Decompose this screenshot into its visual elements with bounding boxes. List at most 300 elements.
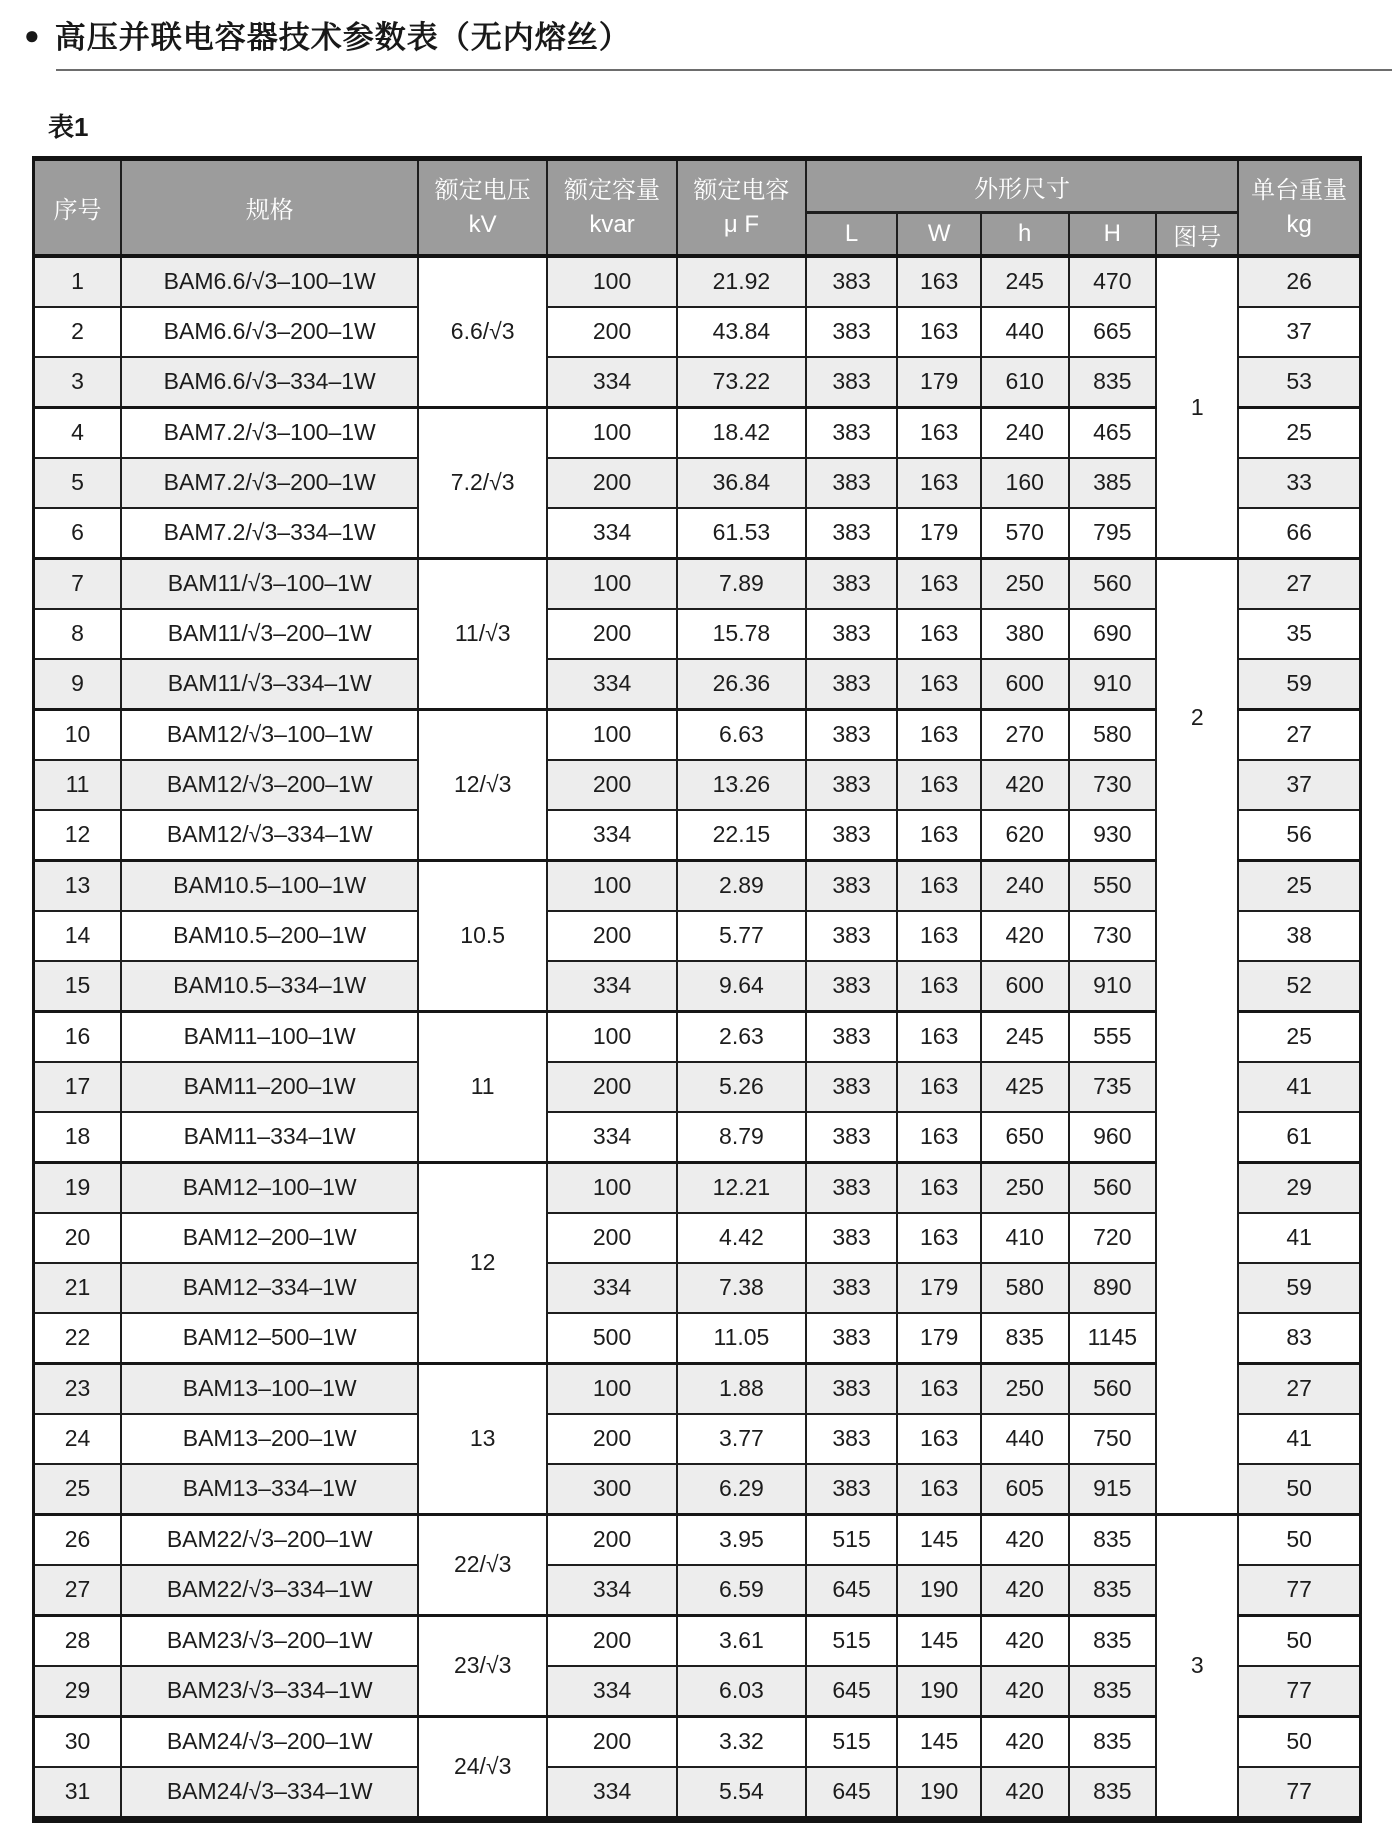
kvar-cell: 334 <box>547 1767 677 1820</box>
kvar-cell: 100 <box>547 1364 677 1415</box>
dim-l-cell: 383 <box>806 861 898 912</box>
dim-l-cell: 383 <box>806 609 898 659</box>
dim-h-big-cell: 550 <box>1069 861 1157 912</box>
dim-w-cell: 190 <box>897 1666 981 1717</box>
spec-cell: BAM12–200–1W <box>121 1213 418 1263</box>
weight-cell: 53 <box>1238 357 1360 408</box>
weight-cell: 50 <box>1238 1616 1360 1667</box>
dim-h-small-cell: 420 <box>981 1515 1069 1566</box>
uf-cell: 21.92 <box>677 256 806 307</box>
spec-cell: BAM11/√3–200–1W <box>121 609 418 659</box>
dim-h-small-cell: 250 <box>981 559 1069 610</box>
seq-cell: 22 <box>34 1313 122 1364</box>
uf-cell: 3.32 <box>677 1717 806 1768</box>
dim-h-small-cell: 420 <box>981 760 1069 810</box>
seq-cell: 6 <box>34 508 122 559</box>
uf-cell: 11.05 <box>677 1313 806 1364</box>
dim-l-cell: 383 <box>806 1213 898 1263</box>
dim-h-small-cell: 440 <box>981 1414 1069 1464</box>
header-capacity-unit: kvar <box>589 210 635 238</box>
dim-w-cell: 145 <box>897 1515 981 1566</box>
header-capacitance <box>677 159 806 257</box>
header-weight-unit: kg <box>1286 210 1312 238</box>
dim-w-cell: 145 <box>897 1717 981 1768</box>
dim-l-cell: 383 <box>806 307 898 357</box>
figure-cell: 3 <box>1156 1515 1238 1820</box>
dim-w-cell: 163 <box>897 559 981 610</box>
uf-cell: 13.26 <box>677 760 806 810</box>
weight-cell: 41 <box>1238 1062 1360 1112</box>
dim-w-cell: 163 <box>897 1062 981 1112</box>
kvar-cell: 100 <box>547 256 677 307</box>
dim-w-cell: 163 <box>897 659 981 710</box>
weight-cell: 77 <box>1238 1767 1360 1820</box>
kvar-cell: 334 <box>547 1666 677 1717</box>
figure-cell: 1 <box>1156 256 1238 559</box>
dim-l-cell: 645 <box>806 1565 898 1616</box>
dim-h-small-cell: 580 <box>981 1263 1069 1313</box>
dim-w-cell: 179 <box>897 357 981 408</box>
voltage-cell: 7.2/√3 <box>418 408 547 559</box>
uf-cell: 6.63 <box>677 710 806 761</box>
kvar-cell: 200 <box>547 1717 677 1768</box>
dim-l-cell: 515 <box>806 1515 898 1566</box>
weight-cell: 37 <box>1238 307 1360 357</box>
header-capacity-label: 额定容量 <box>564 176 661 204</box>
spec-cell: BAM7.2/√3–200–1W <box>121 458 418 508</box>
header-voltage-unit: kV <box>468 210 497 238</box>
kvar-cell: 334 <box>547 1565 677 1616</box>
seq-cell: 8 <box>34 609 122 659</box>
uf-cell: 36.84 <box>677 458 806 508</box>
spec-cell: BAM6.6/√3–334–1W <box>121 357 418 408</box>
dim-l-cell: 383 <box>806 256 898 307</box>
spec-cell: BAM23/√3–334–1W <box>121 1666 418 1717</box>
dim-h-small-cell: 420 <box>981 1767 1069 1820</box>
table-header <box>34 159 1361 257</box>
dim-h-small-cell: 240 <box>981 861 1069 912</box>
dim-l-cell: 383 <box>806 1112 898 1163</box>
dim-h-small-cell: 380 <box>981 609 1069 659</box>
dim-h-small-cell: 420 <box>981 1666 1069 1717</box>
voltage-cell: 23/√3 <box>418 1616 547 1717</box>
seq-cell: 23 <box>34 1364 122 1415</box>
weight-cell: 27 <box>1238 1364 1360 1415</box>
kvar-cell: 334 <box>547 357 677 408</box>
header-dimensions: 外形尺寸 <box>806 159 1239 213</box>
spec-cell: BAM6.6/√3–100–1W <box>121 256 418 307</box>
uf-cell: 15.78 <box>677 609 806 659</box>
voltage-cell: 6.6/√3 <box>418 256 547 408</box>
dim-h-big-cell: 470 <box>1069 256 1157 307</box>
seq-cell: 24 <box>34 1414 122 1464</box>
dim-w-cell: 163 <box>897 609 981 659</box>
doc-header <box>0 0 1396 71</box>
kvar-cell: 200 <box>547 1414 677 1464</box>
kvar-cell: 200 <box>547 1616 677 1667</box>
dim-w-cell: 163 <box>897 1163 981 1214</box>
header-capacity <box>547 159 677 257</box>
uf-cell: 5.54 <box>677 1767 806 1820</box>
spec-cell: BAM7.2/√3–334–1W <box>121 508 418 559</box>
dim-h-small-cell: 650 <box>981 1112 1069 1163</box>
spec-cell: BAM12–500–1W <box>121 1313 418 1364</box>
dim-l-cell: 645 <box>806 1666 898 1717</box>
weight-cell: 50 <box>1238 1717 1360 1768</box>
dim-w-cell: 163 <box>897 861 981 912</box>
voltage-cell: 24/√3 <box>418 1717 547 1820</box>
dim-l-cell: 383 <box>806 810 898 861</box>
seq-cell: 3 <box>34 357 122 408</box>
uf-cell: 26.36 <box>677 659 806 710</box>
spec-cell: BAM22/√3–334–1W <box>121 1565 418 1616</box>
spec-cell: BAM6.6/√3–200–1W <box>121 307 418 357</box>
header-capacitance-unit: μ F <box>723 210 759 238</box>
dim-l-cell: 383 <box>806 1313 898 1364</box>
seq-cell: 9 <box>34 659 122 710</box>
dim-h-big-cell: 835 <box>1069 1717 1157 1768</box>
kvar-cell: 334 <box>547 1112 677 1163</box>
seq-cell: 30 <box>34 1717 122 1768</box>
dim-l-cell: 383 <box>806 559 898 610</box>
kvar-cell: 300 <box>547 1464 677 1515</box>
seq-cell: 21 <box>34 1263 122 1313</box>
spec-cell: BAM12–100–1W <box>121 1163 418 1214</box>
spec-cell: BAM12–334–1W <box>121 1263 418 1313</box>
dim-l-cell: 515 <box>806 1717 898 1768</box>
voltage-cell: 22/√3 <box>418 1515 547 1616</box>
dim-h-big-cell: 385 <box>1069 458 1157 508</box>
spec-cell: BAM13–100–1W <box>121 1364 418 1415</box>
dim-w-cell: 163 <box>897 408 981 459</box>
dim-h-big-cell: 560 <box>1069 559 1157 610</box>
dim-h-big-cell: 690 <box>1069 609 1157 659</box>
uf-cell: 3.77 <box>677 1414 806 1464</box>
dim-h-small-cell: 410 <box>981 1213 1069 1263</box>
dim-h-big-cell: 560 <box>1069 1163 1157 1214</box>
seq-cell: 28 <box>34 1616 122 1667</box>
page-title-text: 高压并联电容器技术参数表（无内熔丝） <box>54 20 631 55</box>
dim-h-big-cell: 835 <box>1069 1616 1157 1667</box>
seq-cell: 13 <box>34 861 122 912</box>
dim-h-small-cell: 250 <box>981 1163 1069 1214</box>
seq-cell: 10 <box>34 710 122 761</box>
dim-h-big-cell: 890 <box>1069 1263 1157 1313</box>
dim-w-cell: 163 <box>897 810 981 861</box>
dim-l-cell: 383 <box>806 911 898 961</box>
bullet-icon: ● <box>24 19 41 50</box>
weight-cell: 41 <box>1238 1414 1360 1464</box>
voltage-cell: 12/√3 <box>418 710 547 861</box>
table-row <box>34 1515 1361 1566</box>
header-dim-l: L <box>806 213 898 257</box>
spec-cell: BAM22/√3–200–1W <box>121 1515 418 1566</box>
dim-h-small-cell: 250 <box>981 1364 1069 1415</box>
seq-cell: 27 <box>34 1565 122 1616</box>
voltage-cell: 10.5 <box>418 861 547 1012</box>
dim-h-big-cell: 910 <box>1069 961 1157 1012</box>
dim-w-cell: 190 <box>897 1767 981 1820</box>
spec-cell: BAM24/√3–334–1W <box>121 1767 418 1820</box>
dim-l-cell: 515 <box>806 1616 898 1667</box>
spec-cell: BAM11–100–1W <box>121 1012 418 1063</box>
kvar-cell: 200 <box>547 609 677 659</box>
weight-cell: 77 <box>1238 1666 1360 1717</box>
header-dim-h-big: H <box>1069 213 1157 257</box>
spec-cell: BAM11/√3–334–1W <box>121 659 418 710</box>
dim-w-cell: 163 <box>897 1213 981 1263</box>
dim-l-cell: 383 <box>806 1062 898 1112</box>
kvar-cell: 100 <box>547 559 677 610</box>
header-seq: 序号 <box>34 159 122 257</box>
kvar-cell: 500 <box>547 1313 677 1364</box>
spec-cell: BAM11/√3–100–1W <box>121 559 418 610</box>
weight-cell: 25 <box>1238 861 1360 912</box>
weight-cell: 38 <box>1238 911 1360 961</box>
spec-cell: BAM10.5–100–1W <box>121 861 418 912</box>
spec-cell: BAM24/√3–200–1W <box>121 1717 418 1768</box>
kvar-cell: 100 <box>547 1012 677 1063</box>
uf-cell: 22.15 <box>677 810 806 861</box>
weight-cell: 59 <box>1238 659 1360 710</box>
weight-cell: 33 <box>1238 458 1360 508</box>
seq-cell: 12 <box>34 810 122 861</box>
dim-h-small-cell: 600 <box>981 659 1069 710</box>
seq-cell: 7 <box>34 559 122 610</box>
weight-cell: 50 <box>1238 1464 1360 1515</box>
weight-cell: 35 <box>1238 609 1360 659</box>
dim-h-big-cell: 835 <box>1069 1666 1157 1717</box>
dim-l-cell: 383 <box>806 357 898 408</box>
kvar-cell: 100 <box>547 408 677 459</box>
uf-cell: 3.95 <box>677 1515 806 1566</box>
voltage-cell: 11/√3 <box>418 559 547 710</box>
header-voltage-label: 额定电压 <box>434 176 531 204</box>
uf-cell: 3.61 <box>677 1616 806 1667</box>
dim-h-big-cell: 960 <box>1069 1112 1157 1163</box>
dim-h-small-cell: 610 <box>981 357 1069 408</box>
weight-cell: 37 <box>1238 760 1360 810</box>
seq-cell: 20 <box>34 1213 122 1263</box>
dim-w-cell: 163 <box>897 458 981 508</box>
dim-h-small-cell: 420 <box>981 1717 1069 1768</box>
uf-cell: 12.21 <box>677 1163 806 1214</box>
dim-h-small-cell: 240 <box>981 408 1069 459</box>
uf-cell: 6.03 <box>677 1666 806 1717</box>
weight-cell: 27 <box>1238 559 1360 610</box>
seq-cell: 5 <box>34 458 122 508</box>
uf-cell: 7.38 <box>677 1263 806 1313</box>
header-voltage <box>418 159 547 257</box>
kvar-cell: 334 <box>547 810 677 861</box>
dim-h-small-cell: 835 <box>981 1313 1069 1364</box>
dim-w-cell: 163 <box>897 256 981 307</box>
uf-cell: 9.64 <box>677 961 806 1012</box>
spec-cell: BAM13–334–1W <box>121 1464 418 1515</box>
uf-cell: 6.29 <box>677 1464 806 1515</box>
uf-cell: 5.26 <box>677 1062 806 1112</box>
dim-w-cell: 163 <box>897 911 981 961</box>
dim-w-cell: 163 <box>897 1012 981 1063</box>
uf-cell: 43.84 <box>677 307 806 357</box>
kvar-cell: 334 <box>547 1263 677 1313</box>
weight-cell: 27 <box>1238 710 1360 761</box>
dim-w-cell: 163 <box>897 961 981 1012</box>
table-body <box>34 256 1361 1820</box>
table-row <box>34 256 1361 307</box>
kvar-cell: 200 <box>547 1515 677 1566</box>
dim-h-small-cell: 160 <box>981 458 1069 508</box>
weight-cell: 25 <box>1238 1012 1360 1063</box>
dim-w-cell: 179 <box>897 1263 981 1313</box>
dim-h-big-cell: 915 <box>1069 1464 1157 1515</box>
dim-h-small-cell: 245 <box>981 1012 1069 1063</box>
dim-h-big-cell: 750 <box>1069 1414 1157 1464</box>
seq-cell: 18 <box>34 1112 122 1163</box>
kvar-cell: 100 <box>547 861 677 912</box>
spec-cell: BAM13–200–1W <box>121 1414 418 1464</box>
dim-h-small-cell: 425 <box>981 1062 1069 1112</box>
kvar-cell: 200 <box>547 307 677 357</box>
weight-cell: 77 <box>1238 1565 1360 1616</box>
weight-cell: 25 <box>1238 408 1360 459</box>
spec-cell: BAM12/√3–334–1W <box>121 810 418 861</box>
dim-l-cell: 383 <box>806 1163 898 1214</box>
dim-h-big-cell: 910 <box>1069 659 1157 710</box>
spec-cell: BAM12/√3–200–1W <box>121 760 418 810</box>
dim-h-big-cell: 930 <box>1069 810 1157 861</box>
spec-cell: BAM11–334–1W <box>121 1112 418 1163</box>
dim-h-small-cell: 420 <box>981 911 1069 961</box>
dim-w-cell: 163 <box>897 760 981 810</box>
header-dim-w: W <box>897 213 981 257</box>
seq-cell: 17 <box>34 1062 122 1112</box>
uf-cell: 4.42 <box>677 1213 806 1263</box>
kvar-cell: 200 <box>547 760 677 810</box>
seq-cell: 29 <box>34 1666 122 1717</box>
kvar-cell: 334 <box>547 508 677 559</box>
dim-h-big-cell: 580 <box>1069 710 1157 761</box>
dim-l-cell: 383 <box>806 1464 898 1515</box>
uf-cell: 2.89 <box>677 861 806 912</box>
spec-cell: BAM12/√3–100–1W <box>121 710 418 761</box>
kvar-cell: 100 <box>547 1163 677 1214</box>
dim-h-big-cell: 730 <box>1069 911 1157 961</box>
dim-w-cell: 163 <box>897 1112 981 1163</box>
table-row <box>34 559 1361 610</box>
weight-cell: 61 <box>1238 1112 1360 1163</box>
dim-h-small-cell: 420 <box>981 1565 1069 1616</box>
seq-cell: 14 <box>34 911 122 961</box>
dim-h-big-cell: 735 <box>1069 1062 1157 1112</box>
dim-w-cell: 190 <box>897 1565 981 1616</box>
seq-cell: 2 <box>34 307 122 357</box>
spec-cell: BAM23/√3–200–1W <box>121 1616 418 1667</box>
seq-cell: 11 <box>34 760 122 810</box>
dim-h-big-cell: 795 <box>1069 508 1157 559</box>
voltage-cell: 13 <box>418 1364 547 1515</box>
voltage-cell: 12 <box>418 1163 547 1364</box>
dim-l-cell: 383 <box>806 659 898 710</box>
dim-l-cell: 383 <box>806 710 898 761</box>
dim-h-big-cell: 1145 <box>1069 1313 1157 1364</box>
spec-cell: BAM10.5–200–1W <box>121 911 418 961</box>
dim-l-cell: 383 <box>806 1012 898 1063</box>
params-table <box>32 156 1362 1823</box>
dim-l-cell: 383 <box>806 408 898 459</box>
dim-h-small-cell: 270 <box>981 710 1069 761</box>
dim-l-cell: 383 <box>806 1414 898 1464</box>
voltage-cell: 11 <box>418 1012 547 1163</box>
header-spec: 规格 <box>121 159 418 257</box>
header-weight <box>1238 159 1360 257</box>
kvar-cell: 200 <box>547 458 677 508</box>
weight-cell: 59 <box>1238 1263 1360 1313</box>
uf-cell: 61.53 <box>677 508 806 559</box>
dim-h-small-cell: 620 <box>981 810 1069 861</box>
dim-h-big-cell: 465 <box>1069 408 1157 459</box>
weight-cell: 83 <box>1238 1313 1360 1364</box>
weight-cell: 41 <box>1238 1213 1360 1263</box>
spec-cell: BAM7.2/√3–100–1W <box>121 408 418 459</box>
dim-l-cell: 383 <box>806 458 898 508</box>
uf-cell: 73.22 <box>677 357 806 408</box>
dim-h-small-cell: 420 <box>981 1616 1069 1667</box>
dim-w-cell: 179 <box>897 508 981 559</box>
dim-h-small-cell: 440 <box>981 307 1069 357</box>
dim-h-big-cell: 560 <box>1069 1364 1157 1415</box>
kvar-cell: 100 <box>547 710 677 761</box>
uf-cell: 1.88 <box>677 1364 806 1415</box>
uf-cell: 5.77 <box>677 911 806 961</box>
page-title <box>24 12 1396 57</box>
dim-l-cell: 383 <box>806 961 898 1012</box>
seq-cell: 16 <box>34 1012 122 1063</box>
dim-h-big-cell: 720 <box>1069 1213 1157 1263</box>
kvar-cell: 200 <box>547 1213 677 1263</box>
seq-cell: 1 <box>34 256 122 307</box>
dim-l-cell: 383 <box>806 1263 898 1313</box>
dim-l-cell: 383 <box>806 1364 898 1415</box>
dim-h-big-cell: 730 <box>1069 760 1157 810</box>
spec-cell: BAM10.5–334–1W <box>121 961 418 1012</box>
weight-cell: 66 <box>1238 508 1360 559</box>
seq-cell: 4 <box>34 408 122 459</box>
weight-cell: 26 <box>1238 256 1360 307</box>
weight-cell: 50 <box>1238 1515 1360 1566</box>
dim-l-cell: 383 <box>806 508 898 559</box>
weight-cell: 52 <box>1238 961 1360 1012</box>
dim-h-big-cell: 835 <box>1069 1515 1157 1566</box>
weight-cell: 29 <box>1238 1163 1360 1214</box>
weight-cell: 56 <box>1238 810 1360 861</box>
uf-cell: 6.59 <box>677 1565 806 1616</box>
dim-w-cell: 163 <box>897 710 981 761</box>
figure-cell: 2 <box>1156 559 1238 1515</box>
title-rule <box>56 69 1392 71</box>
seq-cell: 15 <box>34 961 122 1012</box>
spec-cell: BAM11–200–1W <box>121 1062 418 1112</box>
uf-cell: 7.89 <box>677 559 806 610</box>
dim-w-cell: 163 <box>897 307 981 357</box>
seq-cell: 31 <box>34 1767 122 1820</box>
seq-cell: 25 <box>34 1464 122 1515</box>
seq-cell: 26 <box>34 1515 122 1566</box>
dim-l-cell: 645 <box>806 1767 898 1820</box>
dim-l-cell: 383 <box>806 760 898 810</box>
dim-w-cell: 179 <box>897 1313 981 1364</box>
table-label: 表1 <box>48 112 89 142</box>
